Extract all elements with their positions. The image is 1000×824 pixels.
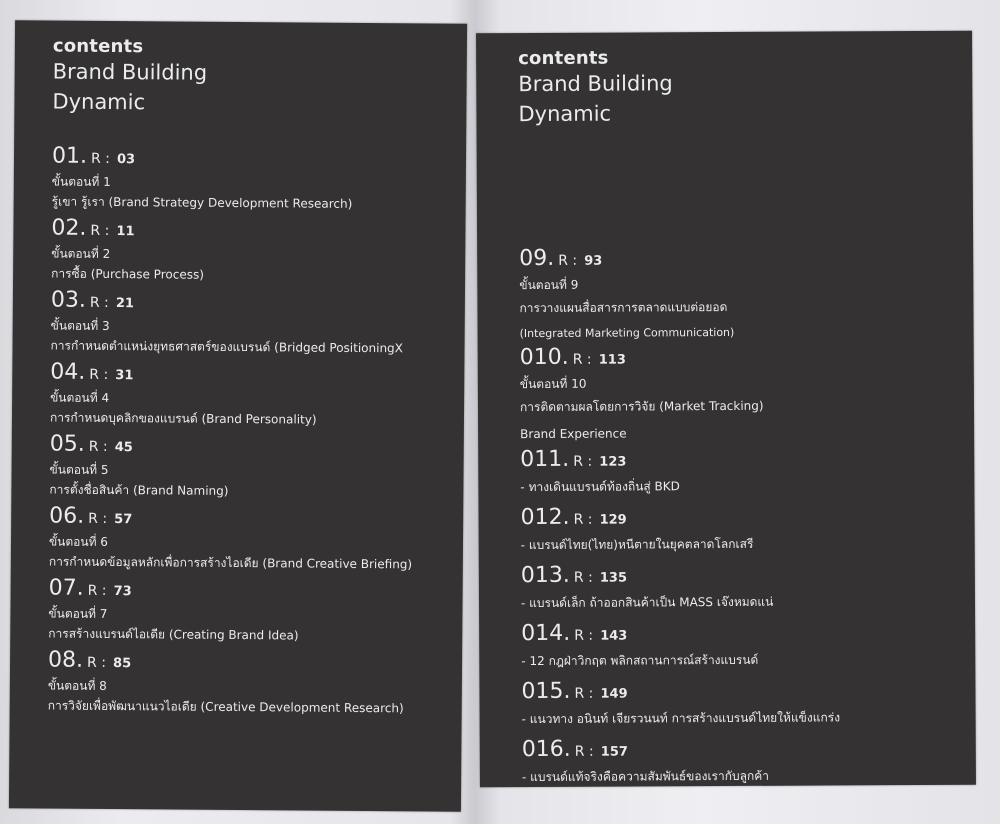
chapter-title: การซื้อ (Purchase Process) [51,266,204,282]
chapter-title: การสร้างแบรนด์ไอเดีย (Creating Brand Idea) [48,626,299,643]
page-number: 73 [113,584,132,600]
toc-entry[interactable] [519,245,964,346]
page-prefix: R : [558,252,578,269]
step-label: ขั้นตอนที่ 5 [49,462,109,477]
chapter-title: การติดตามผลโดยการวิจัย (Market Tracking) [519,398,764,415]
section-label: Brand Experience [520,426,627,442]
left-page [9,20,467,812]
toc-entry[interactable] [521,504,965,558]
chapter-title: การกำหนดข้อมูลหลักเพื่อการสร้างไอเดีย (Brand Creative Briefing) [48,554,413,572]
step-label: ขั้นตอนที่ 10 [519,376,587,392]
chapter-number: 04. [50,359,86,385]
toc-entry[interactable] [51,217,456,288]
page-number: 03 [116,152,136,168]
toc-entry[interactable] [49,505,454,576]
page-prefix: R : [573,453,593,470]
page-number: 157 [600,744,628,760]
toc-entry[interactable] [521,620,965,674]
step-label: ขั้นตอนที่ 9 [519,277,579,293]
page-number: 11 [116,224,135,240]
step-label: ขั้นตอนที่ 6 [48,534,109,549]
chapter-number: 01. [51,143,88,169]
page-number: 93 [584,253,603,269]
right-page [476,31,976,788]
chapter-title-english: (Integrated Marketing Communication) [519,325,735,341]
toc-entry[interactable] [521,678,965,732]
chapter-number: 013. [520,562,570,589]
chapter-number: 09. [519,245,555,272]
page-number: 45 [114,440,133,456]
chapter-title: การกำหนดบุคลิกของแบรนด์ (Brand Personality) [49,410,317,427]
toc-entry[interactable] [48,577,453,648]
page-number: 85 [112,656,132,672]
page-prefix: R : [89,294,109,311]
step-label: ขั้นตอนที่ 8 [47,678,107,693]
book-title-line2: Dynamic [52,89,146,115]
book-title-line2: Dynamic [518,101,612,127]
chapter-title: - แบรนด์ไทย(ไทย)หนีตายในยุคตลาดโลกเสรี [520,536,754,553]
chapter-title: - 12 กฎฝ่าวิกฤต พลิกสถานการณ์สร้างแบรนด์ [521,652,759,669]
contents-heading: contents [518,47,609,70]
chapter-number: 010. [519,344,569,371]
page-prefix: R : [574,743,594,760]
chapter-title: การวางแผนสื่อสารการตลาดแบบต่อยอด [519,299,728,316]
page-prefix: R : [88,510,108,527]
page-prefix: R : [87,582,107,599]
step-label: ขั้นตอนที่ 7 [48,606,108,621]
toc-entry[interactable] [50,289,455,360]
toc-entry[interactable] [521,562,965,616]
page-prefix: R : [88,438,108,455]
toc-list-right [519,245,966,790]
step-label: ขั้นตอนที่ 2 [51,246,111,261]
page-prefix: R : [574,627,594,644]
toc-entry[interactable] [520,446,964,500]
toc-entry[interactable] [49,433,454,504]
book-title-line1: Brand Building [52,59,208,85]
chapter-number: 05. [49,431,85,457]
chapter-number: 011. [520,446,570,473]
page-prefix: R : [90,150,110,167]
page-number: 113 [598,352,626,368]
chapter-title: - ทางเดินแบรนด์ท้องถิ่นสู่ BKD [520,479,680,495]
step-label: ขั้นตอนที่ 3 [50,318,110,333]
toc-entry[interactable] [50,361,455,432]
page-prefix: R : [89,366,109,383]
page-number: 143 [600,628,628,644]
page-number: 31 [115,368,134,384]
toc-entry[interactable] [520,344,964,420]
page-prefix: R : [572,351,592,368]
page-number: 123 [599,454,627,470]
chapter-number: 07. [48,575,84,601]
chapter-title: - แบรนด์เล็ก ถ้าออกสินค้าเป็น MASS เจ๊งหมดแน่ [520,594,774,611]
page-prefix: R : [574,685,594,702]
chapter-number: 06. [49,503,85,529]
chapter-title: การกำหนดตำแหน่งยุทธศาสตร์ของแบรนด์ (Bridged PositioningX [50,338,403,356]
chapter-number: 016. [521,736,571,763]
chapter-number: 015. [521,678,571,705]
page-prefix: R : [573,511,593,528]
page-number: 57 [114,512,133,528]
page-number: 135 [599,570,628,586]
chapter-number: 014. [521,620,571,647]
page-number: 129 [599,512,627,528]
chapter-number: 08. [47,647,84,673]
chapter-title: - แนวทาง อนินท์ เจียรวนนท์ การสร้างแบรนด์ไทยให้แข็งแกร่ง [521,710,841,727]
chapter-number: 012. [520,504,570,531]
page-prefix: R : [90,222,110,239]
step-label: ขั้นตอนที่ 1 [51,174,111,189]
chapter-title: การวิจัยเพื่อพัฒนาแนวไอเดีย (Creative Development Research) [47,698,404,716]
toc-entry[interactable] [52,145,457,216]
page-number: 149 [600,686,628,702]
chapter-number: 03. [50,287,87,313]
page-prefix: R : [573,569,593,586]
chapter-number: 02. [51,215,87,241]
page-prefix: R : [86,654,107,671]
chapter-title: รู้เขา รู้เรา (Brand Strategy Development Research) [51,194,353,211]
chapter-title: - แบรนด์แท้จริงคือความสัมพันธ์ของเรากับลูกค้า [521,768,770,785]
toc-list-left [48,145,456,720]
book-title-line1: Brand Building [518,71,673,97]
contents-heading: contents [52,35,144,58]
toc-entry[interactable] [522,736,966,790]
chapter-title: การตั้งชื่อสินค้า (Brand Naming) [49,482,229,498]
step-label: ขั้นตอนที่ 4 [50,390,110,405]
page-number: 21 [115,296,135,312]
toc-entry[interactable] [48,649,453,720]
